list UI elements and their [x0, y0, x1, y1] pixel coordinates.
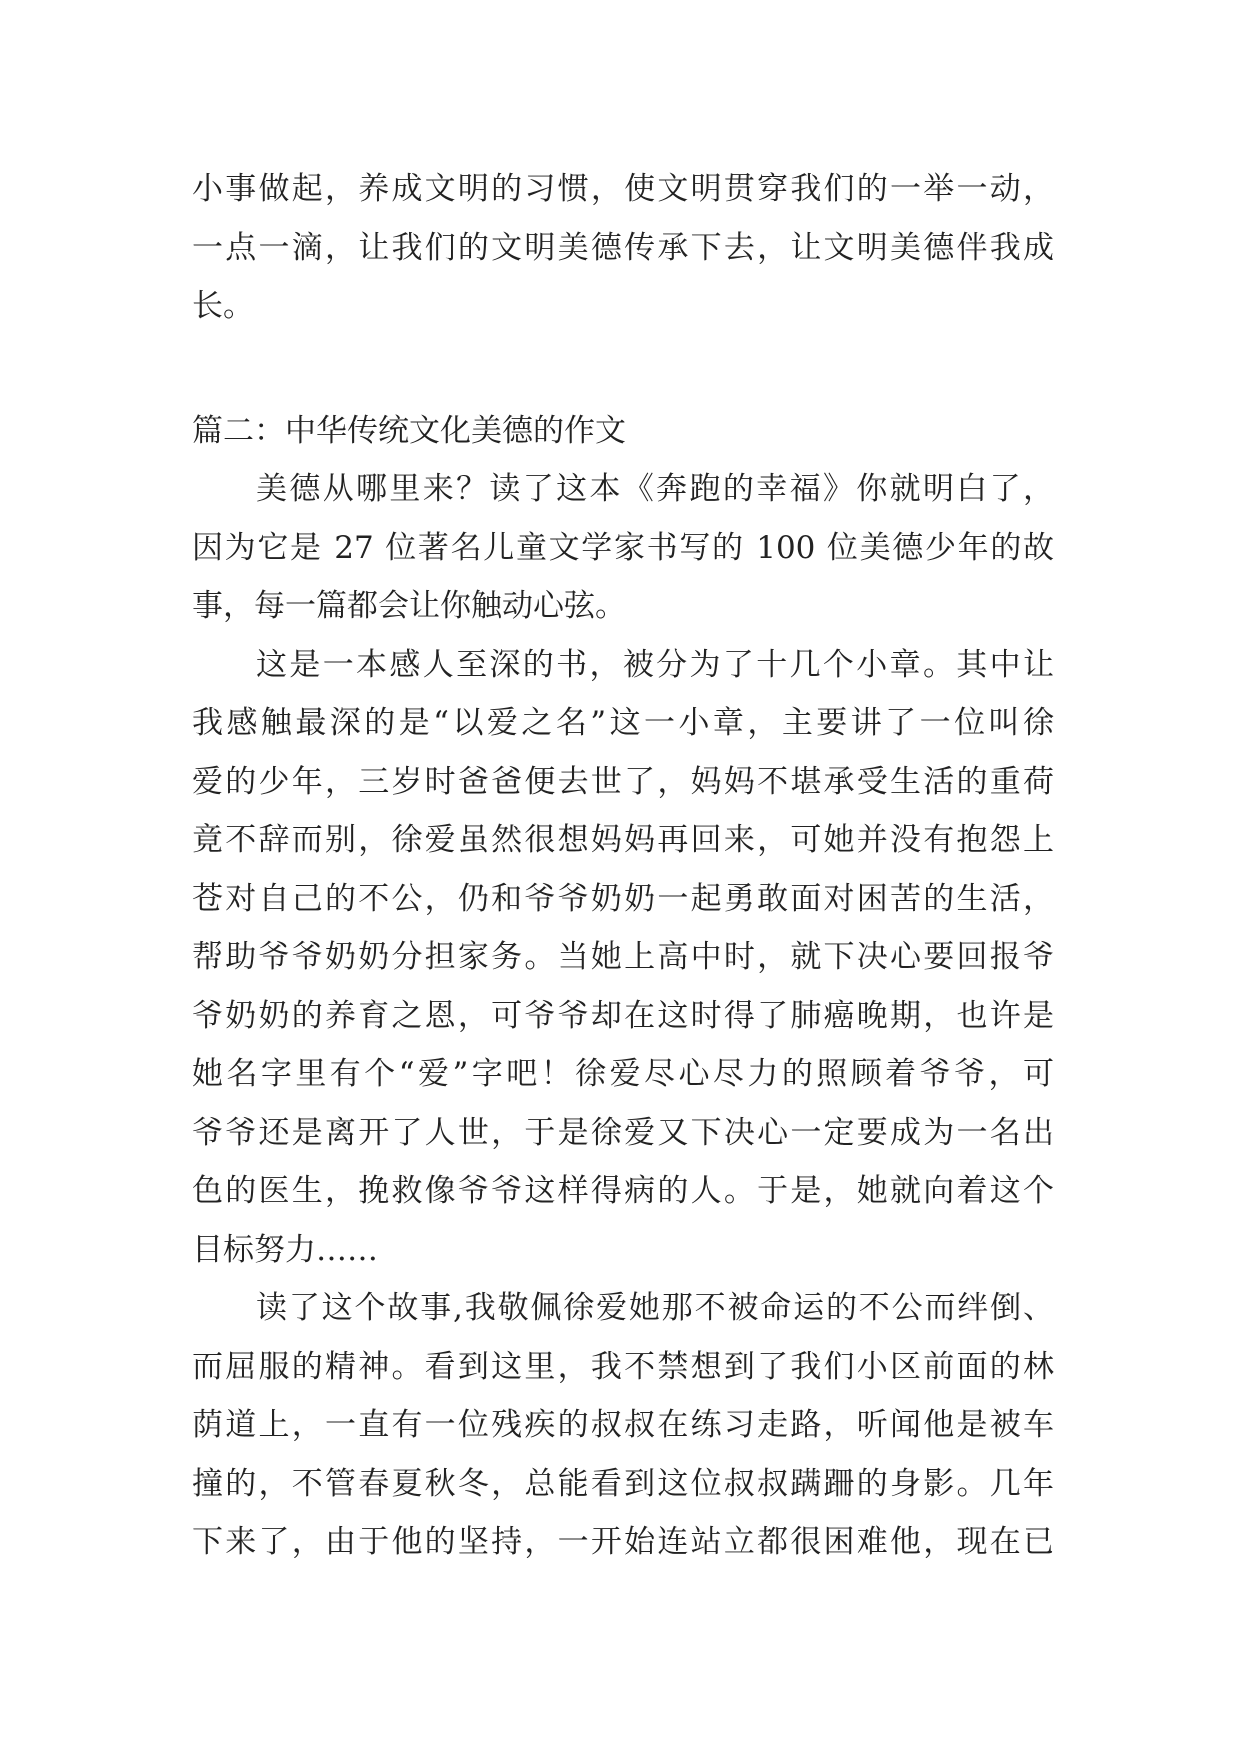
text-line: 小事做起，养成文明的习惯，使文明贯穿我们的一举一动，: [192, 171, 1054, 207]
text-line: 她名字里有个“爱”字吧！徐爱尽心尽力的照顾着爷爷，可: [192, 1056, 1054, 1092]
section-title: 篇二：中华传统文化美德的作文: [192, 412, 626, 449]
paragraph-3: [192, 1279, 1054, 1572]
paragraph-intro: [192, 160, 1054, 336]
text-line: 美德从哪里来？读了这本《奔跑的幸福》你就明白了，: [256, 471, 1054, 507]
text-line: 下来了，由于他的坚持，一开始连站立都很困难他，现在已: [192, 1524, 1054, 1560]
text-line: 这是一本感人至深的书，被分为了十几个小章。其中让: [256, 646, 1054, 683]
text-line: 而屈服的精神。看到这里，我不禁想到了我们小区前面的林: [192, 1348, 1054, 1385]
paragraph-2: [192, 636, 1054, 1280]
text-line: 读了这个故事,我敬佩徐爱她那不被命运的不公而绊倒、: [256, 1290, 1054, 1326]
text-line: 色的医生，挽救像爷爷这样得病的人。于是，她就向着这个: [192, 1173, 1054, 1209]
text-line: 长。: [192, 288, 254, 324]
text-line: 荫道上，一直有一位残疾的叔叔在练习走路，听闻他是被车: [192, 1407, 1054, 1443]
paragraph-1: [192, 460, 1054, 636]
paragraph-gap: [192, 336, 1054, 402]
text-line: 爱的少年，三岁时爸爸便去世了，妈妈不堪承受生活的重荷: [192, 763, 1054, 800]
text-line: 目标努力……: [192, 1231, 378, 1268]
text-line: 帮助爷爷奶奶分担家务。当她上高中时，就下决心要回报爷: [192, 939, 1054, 975]
text-line: 苍对自己的不公，仍和爷爷奶奶一起勇敢面对困苦的生活，: [192, 880, 1054, 917]
text-line: 竟不辞而别，徐爱虽然很想妈妈再回来，可她并没有抱怨上: [192, 822, 1054, 858]
text-line: 撞的，不管春夏秋冬，总能看到这位叔叔蹒跚的身影。几年: [192, 1465, 1054, 1502]
document-body: [192, 160, 1054, 1572]
text-line: 爷爷还是离开了人世，于是徐爱又下决心一定要成为一名出: [192, 1114, 1054, 1151]
text-line: 一点一滴，让我们的文明美德传承下去，让文明美德伴我成: [192, 229, 1054, 266]
text-line: 事，每一篇都会让你触动心弦。: [192, 588, 626, 624]
text-line: 因为它是 27 位著名儿童文学家书写的 100 位美德少年的故: [192, 529, 1054, 566]
text-line: 爷奶奶的养育之恩，可爷爷却在这时得了肺癌晚期，也许是: [192, 997, 1054, 1034]
text-line: 我感触最深的是“以爱之名”这一小章，主要讲了一位叫徐: [192, 705, 1054, 741]
